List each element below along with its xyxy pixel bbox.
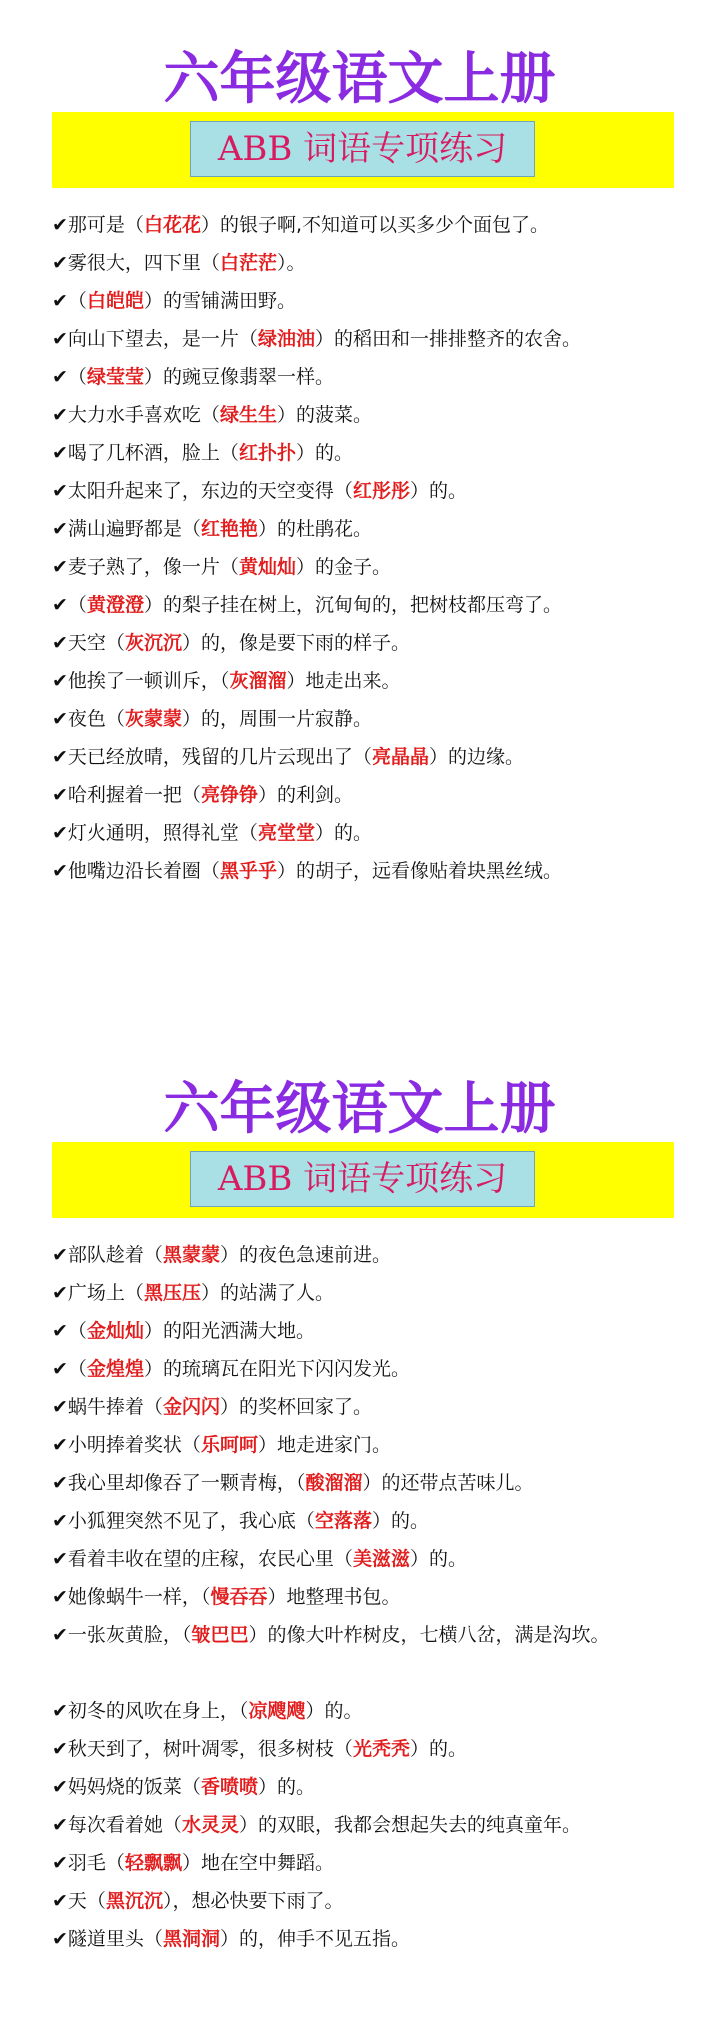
sentence-text-before: 满山遍野都是（ (67, 518, 201, 540)
sentence-text-after: ）地走出来。 (286, 670, 401, 692)
sentence-text-after: ）的利剑。 (257, 784, 353, 806)
answer-word: 白花花 (143, 214, 201, 236)
answer-word: 绿生生 (219, 404, 277, 426)
sentence-text-before: （ (67, 366, 87, 388)
exercise-line (52, 320, 674, 358)
subtitle-box: ABB 词语专项练习 (190, 121, 535, 177)
sentence-text-after: ）的。 (295, 442, 353, 464)
sentence-text-after: ）的，像是要下雨的样子。 (181, 632, 410, 654)
answer-word: 红扑扑 (238, 442, 296, 464)
answer-word: 酸溜溜 (305, 1472, 363, 1494)
sentence-text-before: 我心里却像吞了一颗青梅，（ (67, 1472, 306, 1494)
sentence-text-after: ）的。 (257, 1776, 315, 1798)
exercise-line (52, 206, 674, 244)
check-icon: ✔ (52, 1396, 68, 1418)
answer-word: 红彤彤 (352, 480, 410, 502)
sentence-text-before: 喝了几杯酒，脸上（ (67, 442, 239, 464)
answer-word: 光秃秃 (352, 1738, 410, 1760)
sentence-text-after: ）的。 (409, 480, 467, 502)
exercise-line (52, 1730, 674, 1768)
check-icon: ✔ (52, 822, 68, 844)
sentence-text-before: 部队趁着（ (67, 1244, 163, 1266)
check-icon: ✔ (52, 1548, 68, 1570)
exercise-line (52, 662, 674, 700)
answer-word: 慢吞吞 (210, 1586, 268, 1608)
sentence-text-after: ）的站满了人。 (200, 1282, 334, 1304)
check-icon: ✔ (52, 252, 68, 274)
sentence-text-after: ）。 (276, 252, 306, 274)
exercise-line (52, 1882, 674, 1920)
check-icon: ✔ (52, 1738, 68, 1760)
exercise-line (52, 1426, 674, 1464)
sentence-text-before: 小狐狸突然不见了，我心底（ (67, 1510, 315, 1532)
answer-word: 皱巴巴 (191, 1624, 249, 1646)
sentence-text-before: 天（ (67, 1890, 106, 1912)
sentence-text-after: ）的。 (409, 1548, 467, 1570)
exercise-line (52, 1350, 674, 1388)
sentence-text-before: 那可是（ (67, 214, 144, 236)
answer-word: 白皑皑 (86, 290, 144, 312)
sentence-text-after: ）的菠菜。 (276, 404, 372, 426)
answer-word: 灰蒙蒙 (124, 708, 182, 730)
sentence-text-after: ）的，伸手不见五指。 (219, 1928, 410, 1950)
answer-word: 水灵灵 (181, 1814, 239, 1836)
sentence-text-before: 看着丰收在望的庄稼，农民心里（ (67, 1548, 353, 1570)
page-title: 六年级语文上册 (163, 46, 556, 112)
answer-word: 黑压压 (143, 1282, 201, 1304)
exercise-list (52, 206, 674, 890)
exercise-line (52, 1502, 674, 1540)
exercise-line (52, 1768, 674, 1806)
check-icon: ✔ (52, 1700, 68, 1722)
check-icon: ✔ (52, 746, 68, 768)
exercise-line (52, 700, 674, 738)
exercise-line (52, 396, 674, 434)
sentence-text-before: 一张灰黄脸，（ (67, 1624, 192, 1646)
sentence-text-after: ）的梨子挂在树上，沉甸甸的，把树枝都压弯了。 (143, 594, 562, 616)
sentence-text-before: 广场上（ (67, 1282, 144, 1304)
sentence-text-before: 秋天到了，树叶凋零，很多树枝（ (67, 1738, 353, 1760)
sentence-text-after: ）的夜色急速前进。 (219, 1244, 391, 1266)
check-icon: ✔ (52, 632, 68, 654)
sentence-text-before: 夜色（ (67, 708, 125, 730)
answer-word: 亮晶晶 (371, 746, 429, 768)
check-icon: ✔ (52, 214, 68, 236)
answer-word: 亮铮铮 (200, 784, 258, 806)
sentence-text-before: 天空（ (67, 632, 125, 654)
answer-word: 黑洞洞 (162, 1928, 220, 1950)
sentence-text-before: 他挨了一顿训斥，（ (67, 670, 230, 692)
answer-word: 轻飘飘 (124, 1852, 182, 1874)
exercise-line (52, 1920, 674, 1958)
check-icon: ✔ (52, 480, 68, 502)
sentence-text-after: ）的，周围一片寂静。 (181, 708, 372, 730)
exercise-line (52, 1692, 674, 1730)
sentence-text-before: 他嘴边沿长着圈（ (67, 860, 220, 882)
exercise-line (52, 1844, 674, 1882)
sentence-text-after: ）地在空中舞蹈。 (181, 1852, 334, 1874)
exercise-line (52, 776, 674, 814)
check-icon: ✔ (52, 1890, 68, 1912)
answer-word: 黑沉沉 (105, 1890, 163, 1912)
subtitle-box: ABB 词语专项练习 (190, 1151, 535, 1207)
sentence-text-before: 小明捧着奖状（ (67, 1434, 201, 1456)
sentence-text-before: 雾很大，四下里（ (67, 252, 220, 274)
sentence-text-before: 天已经放晴，残留的几片云现出了（ (67, 746, 372, 768)
answer-word: 金闪闪 (162, 1396, 220, 1418)
answer-word: 金煌煌 (86, 1358, 144, 1380)
sentence-text-after: ）的雪铺满田野。 (143, 290, 296, 312)
sentence-text-before: 妈妈烧的饭菜（ (67, 1776, 201, 1798)
check-icon: ✔ (52, 1510, 68, 1532)
check-icon: ✔ (52, 1282, 68, 1304)
check-icon: ✔ (52, 366, 68, 388)
sentence-text-before: （ (67, 1320, 87, 1342)
check-icon: ✔ (52, 1472, 68, 1494)
exercise-line (52, 434, 674, 472)
sentence-text-after: ）的还带点苦味儿。 (362, 1472, 534, 1494)
sentence-text-after: ）的阳光洒满大地。 (143, 1320, 315, 1342)
exercise-line (52, 548, 674, 586)
check-icon: ✔ (52, 1244, 68, 1266)
subtitle-banner (52, 112, 674, 188)
exercise-line (52, 358, 674, 396)
exercise-line (52, 1312, 674, 1350)
sentence-text-before: 大力水手喜欢吃（ (67, 404, 220, 426)
sentence-text-after: ）的双眼，我都会想起失去的纯真童年。 (238, 1814, 581, 1836)
sentence-text-before: 每次看着她（ (67, 1814, 182, 1836)
sentence-text-after: ）的奖杯回家了。 (219, 1396, 372, 1418)
answer-word: 绿油油 (257, 328, 315, 350)
exercise-line (52, 472, 674, 510)
sentence-text-after: ）的豌豆像翡翠一样。 (143, 366, 334, 388)
answer-word: 美滋滋 (352, 1548, 410, 1570)
sentence-text-after: ）的胡子，远看像贴着块黑丝绒。 (276, 860, 562, 882)
sentence-text-after: ）的。 (371, 1510, 429, 1532)
answer-word: 黑蒙蒙 (162, 1244, 220, 1266)
answer-word: 凉飕飕 (248, 1700, 306, 1722)
check-icon: ✔ (52, 290, 68, 312)
sentence-text-before: （ (67, 290, 87, 312)
check-icon: ✔ (52, 1776, 68, 1798)
exercise-line (52, 1616, 674, 1692)
sentence-text-before: 麦子熟了，像一片（ (67, 556, 239, 578)
answer-word: 黄灿灿 (238, 556, 296, 578)
sentence-text-after: ）的金子。 (295, 556, 391, 578)
check-icon: ✔ (52, 404, 68, 426)
sentence-text-before: 初冬的风吹在身上，（ (67, 1700, 249, 1722)
sentence-text-after: ）的稻田和一排排整齐的农舍。 (314, 328, 581, 350)
exercise-line (52, 738, 674, 776)
sentence-text-after: ）的边缘。 (428, 746, 524, 768)
sentence-text-after: ）的。 (409, 1738, 467, 1760)
sentence-text-after: ）的杜鹃花。 (257, 518, 372, 540)
sentence-text-before: 太阳升起来了，东边的天空变得（ (67, 480, 353, 502)
answer-word: 白茫茫 (219, 252, 277, 274)
check-icon: ✔ (52, 1814, 68, 1836)
sentence-text-after: ）的银子啊,不知道可以买多少个面包了。 (200, 214, 549, 236)
exercise-line (52, 244, 674, 282)
answer-word: 乐呵呵 (200, 1434, 258, 1456)
sentence-text-before: 蜗牛捧着（ (67, 1396, 163, 1418)
sentence-text-after: ）的琉璃瓦在阳光下闪闪发光。 (143, 1358, 410, 1380)
answer-word: 金灿灿 (86, 1320, 144, 1342)
exercise-line (52, 510, 674, 548)
sentence-text-after: ）的。 (305, 1700, 363, 1722)
exercise-line (52, 1806, 674, 1844)
check-icon: ✔ (52, 708, 68, 730)
sentence-text-before: 灯火通明，照得礼堂（ (67, 822, 258, 844)
check-icon: ✔ (52, 1624, 68, 1646)
answer-word: 黑乎乎 (219, 860, 277, 882)
sentence-text-before: （ (67, 1358, 87, 1380)
exercise-line (52, 1236, 674, 1274)
check-icon: ✔ (52, 518, 68, 540)
exercise-line (52, 1578, 674, 1616)
exercise-list (52, 1236, 674, 1958)
check-icon: ✔ (52, 442, 68, 464)
sentence-text-after: ）的像大叶柞树皮，七横八岔，满是沟坎。 (248, 1624, 610, 1646)
exercise-line (52, 1388, 674, 1426)
exercise-line (52, 624, 674, 662)
check-icon: ✔ (52, 784, 68, 806)
answer-word: 绿莹莹 (86, 366, 144, 388)
check-icon: ✔ (52, 1586, 68, 1608)
answer-word: 香喷喷 (200, 1776, 258, 1798)
exercise-line (52, 852, 674, 890)
exercise-line (52, 1464, 674, 1502)
check-icon: ✔ (52, 328, 68, 350)
check-icon: ✔ (52, 594, 68, 616)
check-icon: ✔ (52, 1928, 68, 1950)
exercise-line (52, 814, 674, 852)
answer-word: 黄澄澄 (86, 594, 144, 616)
answer-word: 红艳艳 (200, 518, 258, 540)
exercise-line (52, 1274, 674, 1312)
sentence-text-before: 隧道里头（ (67, 1928, 163, 1950)
sentence-text-before: 她像蜗牛一样，（ (67, 1586, 211, 1608)
check-icon: ✔ (52, 1358, 68, 1380)
check-icon: ✔ (52, 1852, 68, 1874)
sentence-text-before: （ (67, 594, 87, 616)
sentence-text-before: 羽毛（ (67, 1852, 125, 1874)
check-icon: ✔ (52, 1320, 68, 1342)
answer-word: 亮堂堂 (257, 822, 315, 844)
subtitle-banner (52, 1142, 674, 1218)
check-icon: ✔ (52, 860, 68, 882)
sentence-text-after: ）的。 (314, 822, 372, 844)
answer-word: 空落落 (314, 1510, 372, 1532)
sentence-text-before: 哈利握着一把（ (67, 784, 201, 806)
sentence-text-before: 向山下望去，是一片（ (67, 328, 258, 350)
page-title: 六年级语文上册 (163, 1076, 556, 1142)
exercise-line (52, 586, 674, 624)
check-icon: ✔ (52, 556, 68, 578)
sentence-text-after: ）地走进家门。 (257, 1434, 391, 1456)
exercise-line (52, 1540, 674, 1578)
check-icon: ✔ (52, 670, 68, 692)
answer-word: 灰溜溜 (229, 670, 287, 692)
sentence-text-after: ）地整理书包。 (267, 1586, 401, 1608)
sentence-text-after: ），想必快要下雨了。 (162, 1890, 344, 1912)
exercise-line (52, 282, 674, 320)
answer-word: 灰沉沉 (124, 632, 182, 654)
check-icon: ✔ (52, 1434, 68, 1456)
